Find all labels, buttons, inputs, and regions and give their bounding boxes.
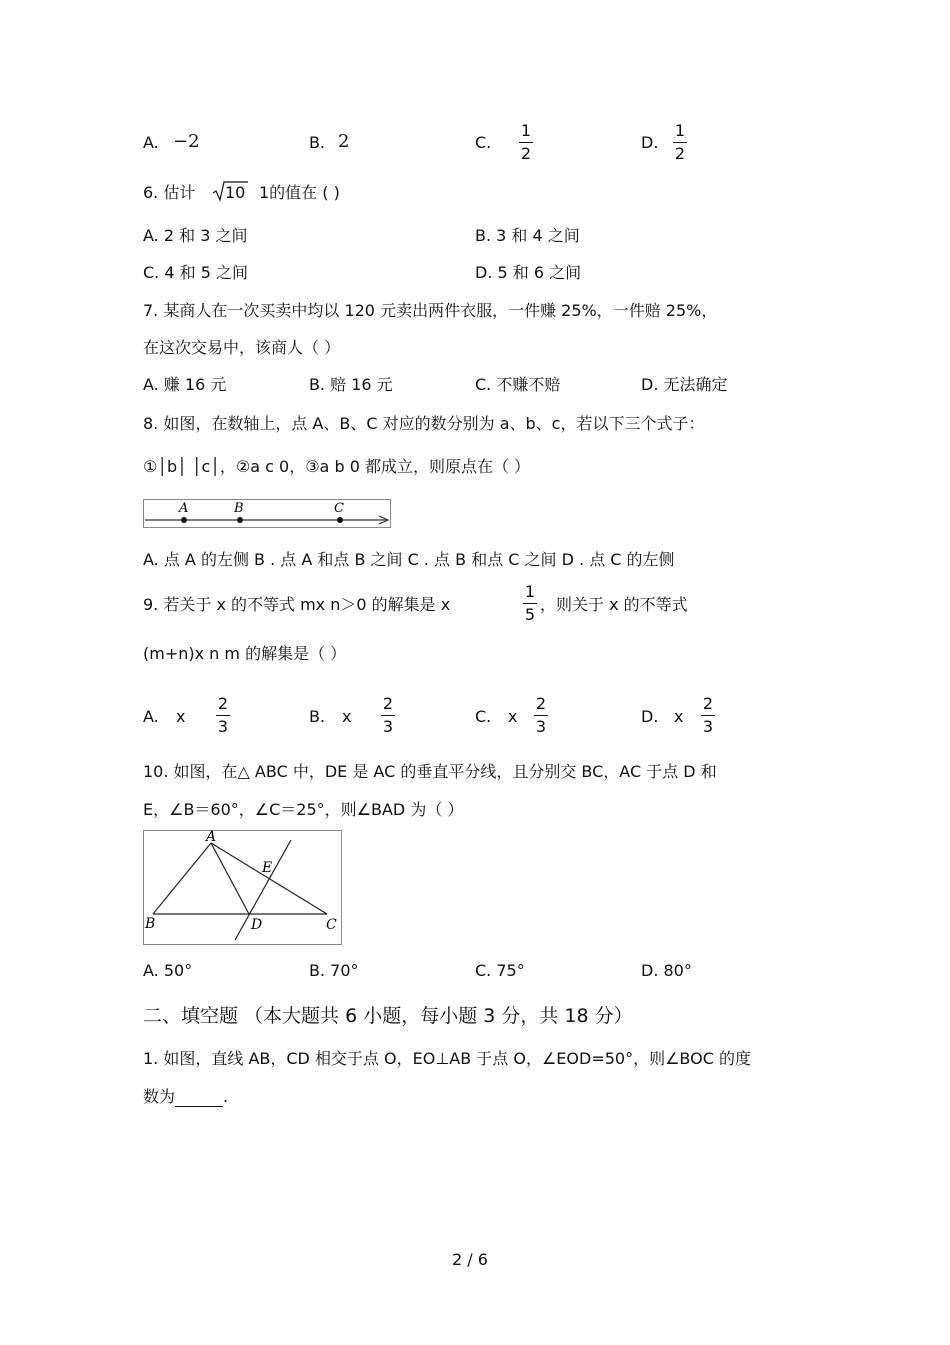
fraction-numerator: 1 xyxy=(520,121,532,140)
page-number: 2 / 6 xyxy=(452,1250,488,1269)
fill1-stem-line2 xyxy=(143,1087,228,1107)
fraction-denominator: 3 xyxy=(535,717,547,736)
answer-blank[interactable] xyxy=(175,1090,223,1107)
vertex-c-label: C xyxy=(326,917,337,933)
fraction-denominator: 3 xyxy=(702,717,714,736)
q9-option-d-fraction xyxy=(701,695,715,736)
fraction-denominator: 3 xyxy=(217,717,229,736)
fill1-line2-period: . xyxy=(223,1087,229,1106)
q5-option-c-fraction xyxy=(519,122,533,163)
q10-stem-line1: 10. 如图，在△ ABC 中，DE 是 AC 的垂直平分线，且分别交 BC，AC 于点 D 和 xyxy=(143,762,717,781)
q9-option-b-label: B. xyxy=(309,707,326,726)
q9-option-b-x: x xyxy=(342,707,352,726)
fraction-bar xyxy=(216,715,230,716)
q9-option-a-x: x xyxy=(176,707,186,726)
point-a-label: A xyxy=(179,501,189,516)
fraction-denominator: 2 xyxy=(520,144,532,163)
fraction-bar xyxy=(523,603,537,604)
fill1-line2-text: 数为 xyxy=(143,1087,176,1106)
number-line-figure xyxy=(143,499,391,528)
q6-option-c: C. 4 和 5 之间 xyxy=(143,263,248,282)
fill1-stem-line1: 1. 如图，直线 AB，CD 相交于点 O，EO⊥AB 于点 O，∠EOD=50°，则∠BOC 的度 xyxy=(143,1049,751,1068)
point-e-label: E xyxy=(262,860,273,876)
point-c-label: C xyxy=(334,501,344,516)
fraction-bar xyxy=(381,715,395,716)
q9-stem-line1-end: ，则关于 x 的不等式 xyxy=(540,595,688,614)
vertex-a-label: A xyxy=(206,830,217,845)
q8-stem-line2: ①│b│ │c│，②a c 0，③a b 0 都成立，则原点在（ ） xyxy=(143,457,531,476)
point-b xyxy=(237,517,243,523)
section-heading: 二、填空题 （本大题共 6 小题，每小题 3 分，共 18 分） xyxy=(143,1005,633,1027)
q6-stem-start: 6. 估计 xyxy=(143,183,196,202)
q5-option-a-label: A. xyxy=(143,133,159,152)
q9-option-c-fraction xyxy=(534,695,548,736)
fraction-numerator: 2 xyxy=(535,694,547,713)
fraction-bar xyxy=(534,715,548,716)
q9-option-c-label: C. xyxy=(475,707,492,726)
q7-option-c: C. 不赚不赔 xyxy=(475,375,561,394)
segment-ab xyxy=(153,843,211,914)
point-c xyxy=(337,517,343,523)
q7-option-a: A. 赚 16 元 xyxy=(143,375,227,394)
fraction-bar xyxy=(519,142,533,143)
q5-option-b-label: B. xyxy=(309,133,326,152)
q8-options: A. 点 A 的左侧 B . 点 A 和点 B 之间 C . 点 B 和点 C 之间 D . 点 C 的左侧 xyxy=(143,550,675,569)
point-d-label: D xyxy=(251,917,263,933)
fraction-numerator: 1 xyxy=(674,121,686,140)
fraction-bar xyxy=(701,715,715,716)
fraction-numerator: 2 xyxy=(702,694,714,713)
q10-option-d: D. 80° xyxy=(641,961,692,980)
fraction-numerator: 1 xyxy=(524,582,536,601)
q6-radicand: 10 xyxy=(225,183,246,202)
fraction-denominator: 2 xyxy=(674,144,686,163)
q6-option-d: D. 5 和 6 之间 xyxy=(475,263,582,282)
q5-option-b-value: 2 xyxy=(338,131,350,152)
fraction-bar xyxy=(673,142,687,143)
q9-stem-line2: (m+n)x n m 的解集是（ ） xyxy=(143,644,347,663)
q9-option-b-fraction xyxy=(381,695,395,736)
point-b-label: B xyxy=(234,501,244,516)
q10-option-b: B. 70° xyxy=(309,961,359,980)
q7-stem-line1: 7. 某商人在一次买卖中均以 120 元卖出两件衣服，一件赚 25%，一件赔 25%， xyxy=(143,301,718,320)
segment-ad xyxy=(211,843,249,914)
q9-stem-line1-start: 9. 若关于 x 的不等式 mx n＞0 的解集是 x xyxy=(143,595,451,614)
q9-option-d-label: D. xyxy=(641,707,659,726)
vertex-b-label: B xyxy=(145,916,156,932)
q5-option-a-value: −2 xyxy=(173,131,200,152)
fraction-numerator: 2 xyxy=(217,694,229,713)
triangle-figure xyxy=(143,830,342,945)
q8-stem-line1: 8. 如图，在数轴上，点 A、B、C 对应的数分别为 a、b、c，若以下三个式子： xyxy=(143,414,705,433)
q6-option-a: A. 2 和 3 之间 xyxy=(143,226,248,245)
fraction-denominator: 3 xyxy=(382,717,394,736)
q9-option-d-x: x xyxy=(674,707,684,726)
q9-option-a-fraction xyxy=(216,695,230,736)
q10-option-c: C. 75° xyxy=(475,961,525,980)
q5-option-c-label: C. xyxy=(475,133,492,152)
q9-option-a-label: A. xyxy=(143,707,159,726)
q6-option-b: B. 3 和 4 之间 xyxy=(475,226,580,245)
q7-option-d: D. 无法确定 xyxy=(641,375,728,394)
q5-option-d-label: D. xyxy=(641,133,659,152)
q7-stem-line2: 在这次交易中，该商人（ ） xyxy=(143,338,341,357)
fraction-numerator: 2 xyxy=(382,694,394,713)
line-de xyxy=(235,840,291,940)
fraction-denominator: 5 xyxy=(524,605,536,624)
q6-stem-end: 1的值在 ( ) xyxy=(259,183,340,202)
q10-option-a: A. 50° xyxy=(143,961,193,980)
q9-option-c-x: x xyxy=(508,707,518,726)
q9-stem-fraction xyxy=(523,583,537,624)
point-a xyxy=(181,517,187,523)
q10-stem-line2: E，∠B＝60°，∠C＝25°，则∠BAD 为（ ） xyxy=(143,800,464,819)
q5-option-d-fraction xyxy=(673,122,687,163)
q7-option-b: B. 赔 16 元 xyxy=(309,375,393,394)
